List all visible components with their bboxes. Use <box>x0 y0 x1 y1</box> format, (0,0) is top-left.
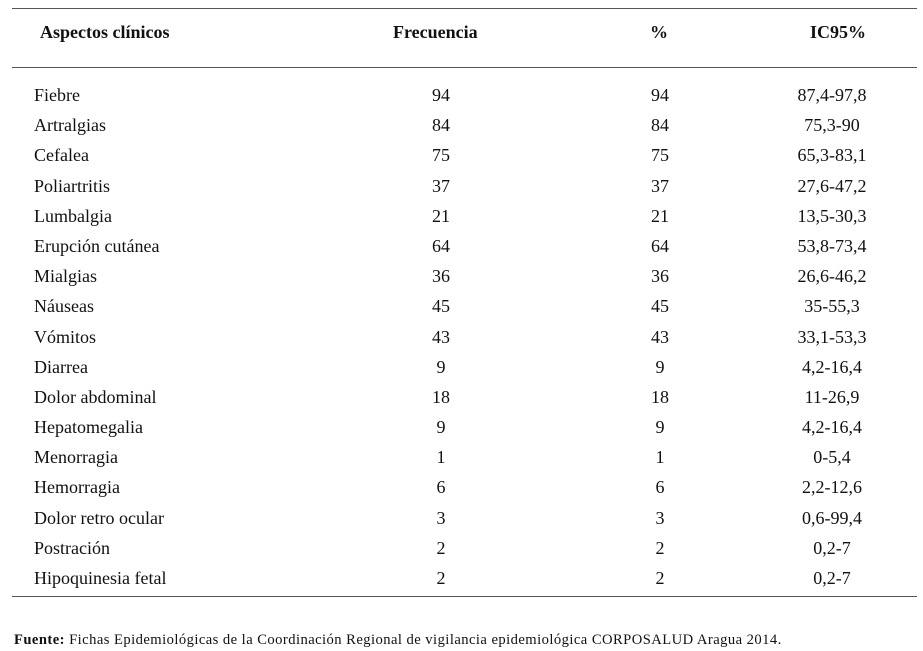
cell-aspect: Poliartritis <box>34 175 110 196</box>
cell-aspect: Erupción cutánea <box>34 235 160 256</box>
table-header-rule <box>12 67 917 68</box>
cell-aspect: Vómitos <box>34 326 97 347</box>
cell-aspect: Diarrea <box>34 356 88 377</box>
table-row <box>0 563 923 593</box>
cell-percent: 2 <box>655 568 665 588</box>
table-row <box>0 503 923 533</box>
table-row <box>0 110 923 140</box>
table-bottom-rule <box>12 596 917 597</box>
cell-aspect: Cefalea <box>34 145 89 166</box>
cell-percent: 9 <box>655 356 665 377</box>
cell-ci: 33,1-53,3 <box>797 326 867 347</box>
cell-ci: 65,3-83,1 <box>797 145 867 166</box>
cell-aspect: Dolor abdominal <box>34 386 157 407</box>
cell-frequency: 37 <box>432 175 450 196</box>
table-header <box>0 22 923 46</box>
cell-ci: 35-55,3 <box>804 296 860 317</box>
cell-frequency: 1 <box>436 447 446 468</box>
cell-ci: 4,2-16,4 <box>802 356 862 377</box>
table-row <box>0 231 923 261</box>
cell-aspect: Menorragia <box>34 447 118 468</box>
cell-frequency: 94 <box>432 85 450 105</box>
cell-percent: 9 <box>655 417 665 438</box>
cell-frequency: 84 <box>432 115 450 136</box>
cell-ci: 0,2-7 <box>813 537 851 558</box>
cell-percent: 37 <box>651 175 669 196</box>
table-row <box>0 291 923 321</box>
header-aspect: Aspectos clínicos <box>40 22 170 42</box>
cell-frequency: 3 <box>436 507 446 528</box>
table-row <box>0 533 923 563</box>
cell-ci: 53,8-73,4 <box>797 235 867 256</box>
cell-ci: 2,2-12,6 <box>802 477 862 498</box>
cell-frequency: 9 <box>436 356 446 377</box>
cell-aspect: Postración <box>34 537 110 558</box>
cell-percent: 6 <box>655 477 665 498</box>
cell-percent: 43 <box>651 326 669 347</box>
cell-ci: 75,3-90 <box>804 115 860 136</box>
table-body <box>0 80 923 593</box>
cell-aspect: Hipoquinesia fetal <box>34 568 167 588</box>
cell-frequency: 36 <box>432 266 450 287</box>
header-frequency: Frecuencia <box>393 22 478 42</box>
cell-percent: 21 <box>651 205 669 226</box>
cell-ci: 0-5,4 <box>813 447 851 468</box>
cell-aspect: Fiebre <box>34 85 80 105</box>
footnote <box>14 632 782 649</box>
cell-percent: 75 <box>651 145 669 166</box>
footnote-text: Fichas Epidemiológicas de la Coordinación Regional de vigilancia epidemiológica CORPOSALUD Aragua 2014. <box>64 632 782 648</box>
table-row <box>0 412 923 442</box>
table-row <box>0 261 923 291</box>
table-row <box>0 171 923 201</box>
cell-frequency: 2 <box>436 537 446 558</box>
cell-ci: 13,5-30,3 <box>797 205 867 226</box>
cell-ci: 0,2-7 <box>813 568 851 588</box>
table-row <box>0 201 923 231</box>
cell-frequency: 43 <box>432 326 450 347</box>
cell-frequency: 64 <box>432 235 450 256</box>
cell-aspect: Náuseas <box>34 296 94 317</box>
cell-ci: 11-26,9 <box>804 386 860 407</box>
table-row <box>0 322 923 352</box>
cell-percent: 3 <box>655 507 665 528</box>
cell-ci: 0,6-99,4 <box>802 507 862 528</box>
table-top-rule <box>12 8 917 9</box>
cell-aspect: Dolor retro ocular <box>34 507 164 528</box>
cell-ci: 87,4-97,8 <box>797 85 867 105</box>
cell-frequency: 2 <box>436 568 446 588</box>
cell-aspect: Mialgias <box>34 266 97 287</box>
cell-percent: 45 <box>651 296 669 317</box>
table-row <box>0 472 923 502</box>
cell-frequency: 9 <box>436 417 446 438</box>
table-row <box>0 382 923 412</box>
cell-frequency: 18 <box>432 386 450 407</box>
cell-frequency: 75 <box>432 145 450 166</box>
footnote-label: Fuente: <box>14 632 65 648</box>
header-ci: IC95% <box>810 22 867 42</box>
table-row <box>0 442 923 472</box>
cell-percent: 1 <box>655 447 665 468</box>
header-percent: % <box>650 22 668 42</box>
cell-ci: 27,6-47,2 <box>797 175 867 196</box>
cell-percent: 94 <box>651 85 669 105</box>
cell-aspect: Hepatomegalia <box>34 417 143 438</box>
cell-aspect: Lumbalgia <box>34 205 112 226</box>
cell-aspect: Hemorragia <box>34 477 120 498</box>
cell-percent: 84 <box>651 115 669 136</box>
cell-percent: 2 <box>655 537 665 558</box>
cell-frequency: 21 <box>432 205 450 226</box>
cell-percent: 18 <box>651 386 669 407</box>
cell-frequency: 6 <box>436 477 446 498</box>
table-row <box>0 352 923 382</box>
table-row <box>0 140 923 170</box>
cell-ci: 26,6-46,2 <box>797 266 867 287</box>
cell-aspect: Artralgias <box>34 115 106 136</box>
cell-percent: 64 <box>651 235 669 256</box>
table-row <box>0 80 923 110</box>
cell-percent: 36 <box>651 266 669 287</box>
cell-ci: 4,2-16,4 <box>802 417 862 438</box>
cell-frequency: 45 <box>432 296 450 317</box>
